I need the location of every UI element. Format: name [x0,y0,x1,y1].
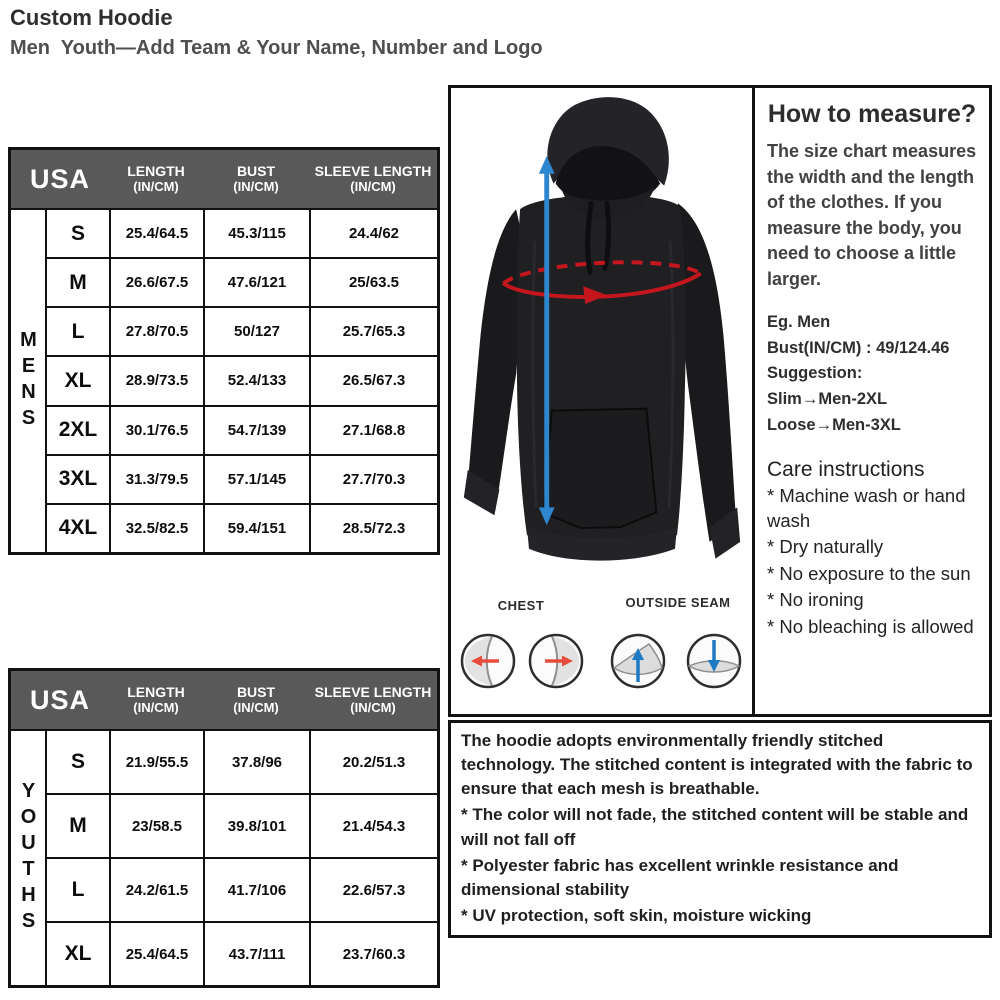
youths-side-label: YOUTHS [11,731,47,985]
size-cell: M [69,814,87,837]
mens-size-table [8,147,440,555]
size-cell: XL [64,368,92,392]
size-cell: XL [64,942,92,965]
example-line: Bust(IN/CM) : 49/124.46 [767,338,950,357]
table-row [47,793,437,857]
sizing-example [767,310,977,438]
sleeve-cell: 20.2/51.3 [309,731,437,793]
hoodie-image [451,92,752,597]
length-cell: 24.2/61.5 [109,859,203,921]
example-line: Slim→Men-2XL [767,389,888,408]
page-subtitle: Men Youth—Add Team & Your Name, Number and Logo [10,37,543,59]
sleeve-cell: 27.7/70.3 [309,456,437,503]
header-length: LENGTH (IN/CM) [127,162,185,194]
length-cell: 23/58.5 [109,795,203,857]
how-to-measure-text: The size chart measures the width and the length of the clothes. If you measure the body, you need to choose a little larger. [767,141,977,289]
bust-cell: 52.4/133 [203,357,309,404]
size-cell: L [71,878,85,901]
bust-cell: 39.8/101 [203,795,309,857]
sleeve-cell: 22.6/57.3 [309,859,437,921]
size-cell: 3XL [58,467,98,491]
table-row [47,503,437,552]
outside-seam-up-icon [609,632,667,690]
header-sleeve-length: SLEEVE LENGTH (IN/CM) [314,162,432,194]
bust-cell: 45.3/115 [203,210,309,257]
table-row [47,210,437,257]
bust-cell: 59.4/151 [203,505,309,552]
description-paragraph: * The color will not fade, the stitched content will be stable and will not fall off [461,805,969,849]
mens-side-label: MENS [11,210,47,552]
length-cell: 27.8/70.5 [109,308,203,355]
size-cell: 4XL [58,516,98,540]
bust-cell: 57.1/145 [203,456,309,503]
example-line: Suggestion: [767,364,863,383]
care-item: * No ironing [767,589,864,611]
youths-size-table [8,668,440,988]
description-paragraph: * UV protection, soft skin, moisture wicking [461,905,812,925]
chest-label: CHEST [497,598,545,613]
length-cell: 32.5/82.5 [109,505,203,552]
table-row [47,306,437,355]
bust-cell: 37.8/96 [203,731,309,793]
length-cell: 26.6/67.5 [109,259,203,306]
table-row [47,355,437,404]
table-row [47,921,437,985]
length-cell: 28.9/73.5 [109,357,203,404]
bust-cell: 54.7/139 [203,407,309,454]
size-cell: S [70,221,85,245]
description-paragraph: * Polyester fabric has excellent wrinkle resistance and dimensional stability [461,855,899,899]
length-cell: 25.4/64.5 [109,210,203,257]
header-sleeve-length: SLEEVE LENGTH (IN/CM) [314,683,432,715]
hoodie-measure-panel [448,85,755,717]
table-row [47,857,437,921]
sleeve-cell: 25/63.5 [309,259,437,306]
size-cell: M [69,270,87,294]
table-row [47,405,437,454]
sleeve-cell: 24.4/62 [309,210,437,257]
care-item: * No bleaching is allowed [767,616,974,638]
chest-measure-left-icon [459,632,517,690]
sleeve-cell: 26.5/67.3 [309,357,437,404]
header-bust: BUST (IN/CM) [233,683,279,715]
product-description-box [448,720,992,938]
header-length: LENGTH (IN/CM) [127,683,185,715]
chest-measure-right-icon [527,632,585,690]
bust-cell: 43.7/111 [203,923,309,985]
table-row [47,731,437,793]
sleeve-cell: 28.5/72.3 [309,505,437,552]
size-cell: L [71,319,85,343]
outside-seam-label: OUTSIDE SEAM [625,595,731,610]
sleeve-cell: 27.1/68.8 [309,407,437,454]
mens-table-header [11,150,437,210]
how-to-measure-heading: How to measure? [767,100,977,128]
care-item: * No exposure to the sun [767,562,971,584]
example-line: Loose→Men-3XL [767,415,901,434]
length-cell: 25.4/64.5 [109,923,203,985]
care-item: * Machine wash or hand wash [767,485,966,531]
length-cell: 21.9/55.5 [109,731,203,793]
example-line: Eg. Men [767,313,831,332]
bust-cell: 50/127 [203,308,309,355]
table-row [47,257,437,306]
header-usa: USA [29,163,90,194]
care-instructions-heading: Care instructions [767,458,925,482]
header-usa: USA [29,684,90,715]
description-paragraph: The hoodie adopts environmentally friendly stitched technology. The stitched content is integrated with the fabric to ensure that each mesh is breathable. [461,731,973,799]
sleeve-cell: 21.4/54.3 [309,795,437,857]
size-cell: 2XL [58,418,98,442]
outside-seam-down-icon [685,632,743,690]
care-item: * Dry naturally [767,536,884,558]
page-title: Custom Hoodie [10,5,173,30]
bust-cell: 47.6/121 [203,259,309,306]
sleeve-cell: 25.7/65.3 [309,308,437,355]
size-cell: S [70,750,85,773]
length-cell: 30.1/76.5 [109,407,203,454]
youths-table-header [11,671,437,731]
length-cell: 31.3/79.5 [109,456,203,503]
header-bust: BUST (IN/CM) [233,162,279,194]
how-to-measure-panel [755,85,992,717]
table-row [47,454,437,503]
bust-cell: 41.7/106 [203,859,309,921]
sleeve-cell: 23.7/60.3 [309,923,437,985]
